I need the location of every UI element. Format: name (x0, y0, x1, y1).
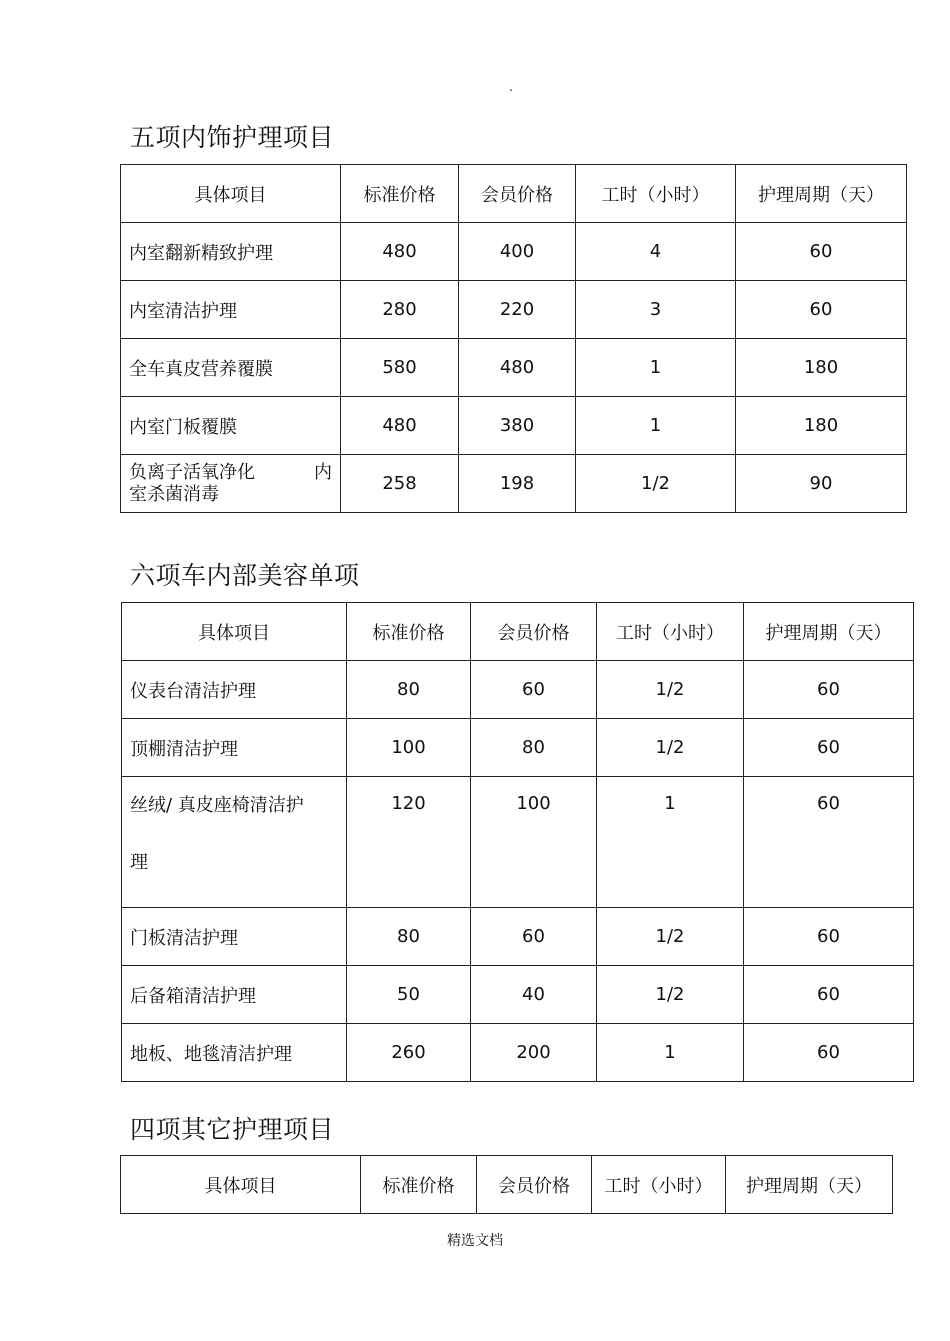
header-member-price: 会员价格 (471, 603, 597, 661)
cell-member-price: 380 (459, 397, 576, 455)
table-row (121, 397, 907, 455)
cell-item: 顶棚清洁护理 (122, 719, 347, 777)
cell-item: 内室门板覆膜 (121, 397, 341, 455)
header-std-price: 标准价格 (361, 1156, 477, 1214)
table-row (121, 223, 907, 281)
cell-member-price: 400 (459, 223, 576, 281)
table-header-row (121, 165, 907, 223)
cell-item-line1-end: 内 (314, 461, 332, 483)
section-title-other: 四项其它护理项目 (130, 1115, 335, 1144)
header-cycle: 护理周期（天） (744, 603, 914, 661)
cell-item (121, 455, 341, 513)
cell-cycle: 60 (744, 908, 914, 966)
table-row (121, 281, 907, 339)
table-header-row (121, 1156, 893, 1214)
header-hours: 工时（小时） (576, 165, 736, 223)
cell-item-line1: 负离子活氧净化 (129, 461, 255, 483)
cell-member-price: 60 (471, 661, 597, 719)
cell-hours: 1 (597, 1024, 744, 1082)
cell-cycle: 60 (736, 281, 907, 339)
cell-member-price: 200 (471, 1024, 597, 1082)
page-footer: 精选文档 (447, 1233, 503, 1249)
cell-item: 地板、地毯清洁护理 (122, 1024, 347, 1082)
header-item: 具体项目 (121, 1156, 361, 1214)
cell-std-price: 100 (347, 719, 471, 777)
table-row (122, 661, 914, 719)
cell-cycle: 180 (736, 397, 907, 455)
cell-hours: 1/2 (576, 455, 736, 513)
table-header-row (122, 603, 914, 661)
cell-item (122, 777, 347, 908)
cell-hours: 1/2 (597, 908, 744, 966)
cell-cycle: 180 (736, 339, 907, 397)
table-interior (120, 164, 907, 513)
cell-item: 内室清洁护理 (121, 281, 341, 339)
section-title-interior-single: 六项车内部美容单项 (130, 561, 360, 590)
cell-hours: 1/2 (597, 719, 744, 777)
header-std-price: 标准价格 (341, 165, 459, 223)
table-row (122, 719, 914, 777)
cell-item: 仪表台清洁护理 (122, 661, 347, 719)
table-row (122, 908, 914, 966)
table-row (121, 455, 907, 513)
cell-item: 门板清洁护理 (122, 908, 347, 966)
cell-member-price: 198 (459, 455, 576, 513)
header-cycle: 护理周期（天） (736, 165, 907, 223)
cell-hours: 1 (597, 777, 744, 908)
cell-std-price: 80 (347, 908, 471, 966)
header-std-price: 标准价格 (347, 603, 471, 661)
cell-std-price: 120 (347, 777, 471, 908)
cell-cycle: 90 (736, 455, 907, 513)
cell-std-price: 50 (347, 966, 471, 1024)
cell-item: 全车真皮营养覆膜 (121, 339, 341, 397)
cell-hours: 3 (576, 281, 736, 339)
header-item: 具体项目 (121, 165, 341, 223)
cell-item-line2: 室杀菌消毒 (129, 483, 219, 505)
cell-member-price: 220 (459, 281, 576, 339)
cell-hours: 4 (576, 223, 736, 281)
table-row (122, 777, 914, 908)
table-other (120, 1155, 893, 1214)
header-hours: 工时（小时） (597, 603, 744, 661)
cell-std-price: 280 (341, 281, 459, 339)
cell-member-price: 80 (471, 719, 597, 777)
cell-std-price: 480 (341, 223, 459, 281)
cell-cycle: 60 (744, 719, 914, 777)
cell-std-price: 480 (341, 397, 459, 455)
header-member-price: 会员价格 (477, 1156, 592, 1214)
cell-item: 后备箱清洁护理 (122, 966, 347, 1024)
table-row (122, 1024, 914, 1082)
cell-hours: 1 (576, 397, 736, 455)
header-member-price: 会员价格 (459, 165, 576, 223)
cell-member-price: 480 (459, 339, 576, 397)
cell-member-price: 40 (471, 966, 597, 1024)
cell-std-price: 80 (347, 661, 471, 719)
cell-std-price: 258 (341, 455, 459, 513)
header-cycle: 护理周期（天） (726, 1156, 893, 1214)
header-item: 具体项目 (122, 603, 347, 661)
cell-cycle: 60 (744, 1024, 914, 1082)
cell-hours: 1 (576, 339, 736, 397)
cell-cycle: 60 (736, 223, 907, 281)
cell-hours: 1/2 (597, 661, 744, 719)
cell-member-price: 60 (471, 908, 597, 966)
cell-cycle: 60 (744, 661, 914, 719)
cell-member-price: 100 (471, 777, 597, 908)
cell-std-price: 580 (341, 339, 459, 397)
cell-item-line2: 理 (130, 852, 148, 873)
cell-cycle: 60 (744, 966, 914, 1024)
cell-cycle: 60 (744, 777, 914, 908)
cell-hours: 1/2 (597, 966, 744, 1024)
header-hours: 工时（小时） (592, 1156, 726, 1214)
cell-std-price: 260 (347, 1024, 471, 1082)
cell-item-line1: 丝绒/ 真皮座椅清洁护 (130, 795, 304, 816)
cell-item: 内室翻新精致护理 (121, 223, 341, 281)
section-title-interior: 五项内饰护理项目 (130, 123, 335, 152)
table-row (122, 966, 914, 1024)
table-interior-single (121, 602, 914, 1082)
table-row (121, 339, 907, 397)
header-mark: . (509, 80, 513, 94)
